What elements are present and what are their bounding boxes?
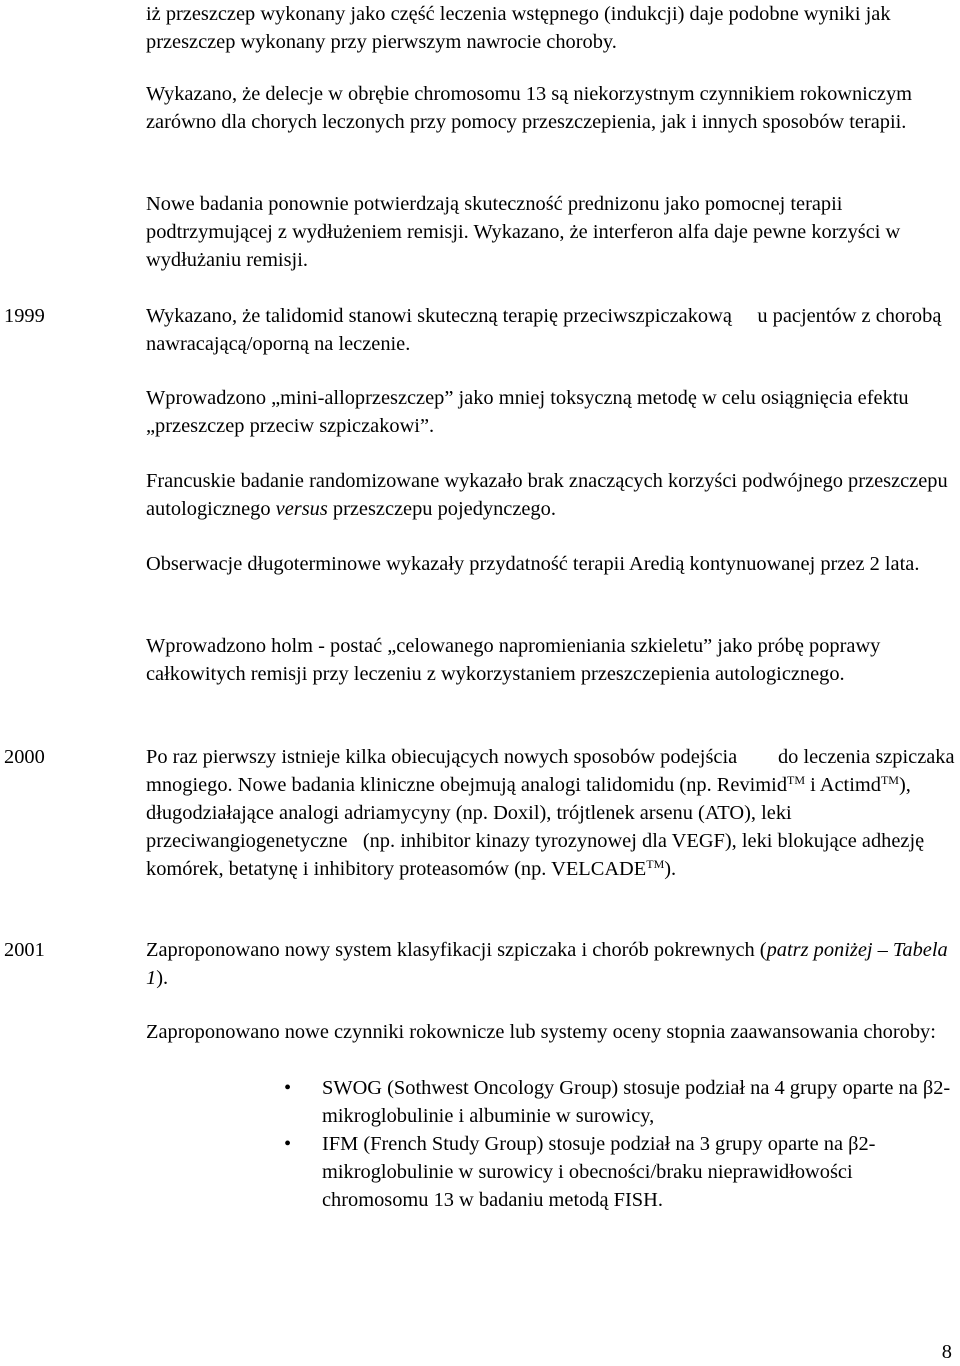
classification-text-b: ).: [156, 967, 169, 989]
approaches-text-4: ).: [664, 858, 677, 880]
paragraph-2000-new-approaches: [146, 743, 960, 883]
classification-table-reference: patrz poniżej – Tabela 1: [146, 939, 948, 989]
year-label-2001: 2001: [4, 939, 45, 961]
intro-paragraph-3: Nowe badania ponownie potwierdzają skuteczność prednizonu jako pomocnej terapii podtrzymującej z wydłużeniem remisji. Wykazano, że interferon alfa daje pewne korzyści w wydłużaniu remisji.: [146, 193, 901, 271]
list-item-ifm: [284, 1130, 960, 1214]
classification-text-a: Zaproponowano nowy system klasyfikacji szpiczaka i chorób pokrewnych (: [146, 939, 767, 961]
list-item-text: SWOG (Sothwest Oncology Group) stosuje podział na 4 grupy oparte na β2-mikroglobulinie i albuminie w surowicy,: [322, 1077, 951, 1127]
paragraph-1999-aredia: Obserwacje długoterminowe wykazały przydatność terapii Aredią kontynuowanej przez 2 lata.: [146, 553, 920, 575]
paragraph-1999-thalidomide: Wykazano, że talidomid stanowi skuteczną terapię przeciwszpiczakową u pacjentów z chorobą nawracającą/oporną na leczenie.: [146, 305, 947, 355]
french-study-text-b: przeszczepu pojedynczego.: [327, 498, 556, 520]
french-study-text-a: Francuskie badanie randomizowane wykazało brak znaczących korzyści podwójnego przeszczepu autologicznego: [146, 470, 948, 520]
paragraph-2001-prognostic-factors: Zaproponowano nowe czynniki rokownicze lub systemy oceny stopnia zaawansowania choroby:: [146, 1021, 936, 1043]
year-label-2000: 2000: [4, 746, 45, 768]
trademark-actimd: TM: [880, 773, 899, 787]
trademark-velcade: TM: [646, 857, 665, 871]
bullet-icon: •: [284, 1133, 292, 1155]
intro-paragraph-2: Wykazano, że delecje w obrębie chromosomu 13 są niekorzystnym czynnikiem rokowniczym zarówno dla chorych leczonych przy pomocy przeszczepienia, jak i innych sposobów terapii.: [146, 83, 913, 133]
paragraph-2001-classification: [146, 936, 960, 992]
french-study-versus: versus: [275, 498, 328, 520]
list-item-text: IFM (French Study Group) stosuje podział na 3 grupy oparte na β2-mikroglobulinie w surowicy i obecności/braku nieprawidłowości chromosomu 13 w badaniu metodą FISH.: [322, 1133, 876, 1211]
list-item-swog: [284, 1074, 960, 1130]
prognostic-systems-list: [284, 1074, 960, 1214]
page-number: 8: [941, 1341, 952, 1363]
intro-paragraph-1: iż przeszczep wykonany jako część leczenia wstępnego (indukcji) daje podobne wyniki jak przeszczep wykonany przy pierwszym nawrocie choroby.: [146, 3, 891, 53]
year-label-1999: 1999: [4, 305, 45, 327]
approaches-text-3: ), długodziałające analogi adriamycyny (np. Doxil), trójtlenek arsenu (ATO), leki przeciwangiogenetyczne (np. inhibitor kinazy tyrozynowej dla VEGF), leki blokujące adhezję komórek, betatynę i inhibitory proteasomów (np. VELCADE: [146, 774, 930, 880]
approaches-text-1: Po raz pierwszy istnieje kilka obiecujących nowych sposobów podejścia do leczenia szpiczaka mnogiego. Nowe badania kliniczne obejmują analogi talidomidu (np. Revimid: [146, 746, 960, 796]
paragraph-1999-mini-allo: Wprowadzono „mini-alloprzeszczep” jako mniej toksyczną metodę w celu osiągnięcia efektu „przeszczep przeciw szpiczakowi”.: [146, 387, 909, 437]
paragraph-1999-french-study: [146, 467, 960, 523]
approaches-text-2: i Actimd: [805, 774, 881, 796]
trademark-revimid: TM: [787, 773, 806, 787]
paragraph-1999-holmium: Wprowadzono holm - postać „celowanego napromieniania szkieletu” jako próbę poprawy całkowitych remisji przy leczeniu z wykorzystaniem przeszczepienia autologicznego.: [146, 635, 881, 685]
bullet-icon: •: [284, 1077, 292, 1099]
